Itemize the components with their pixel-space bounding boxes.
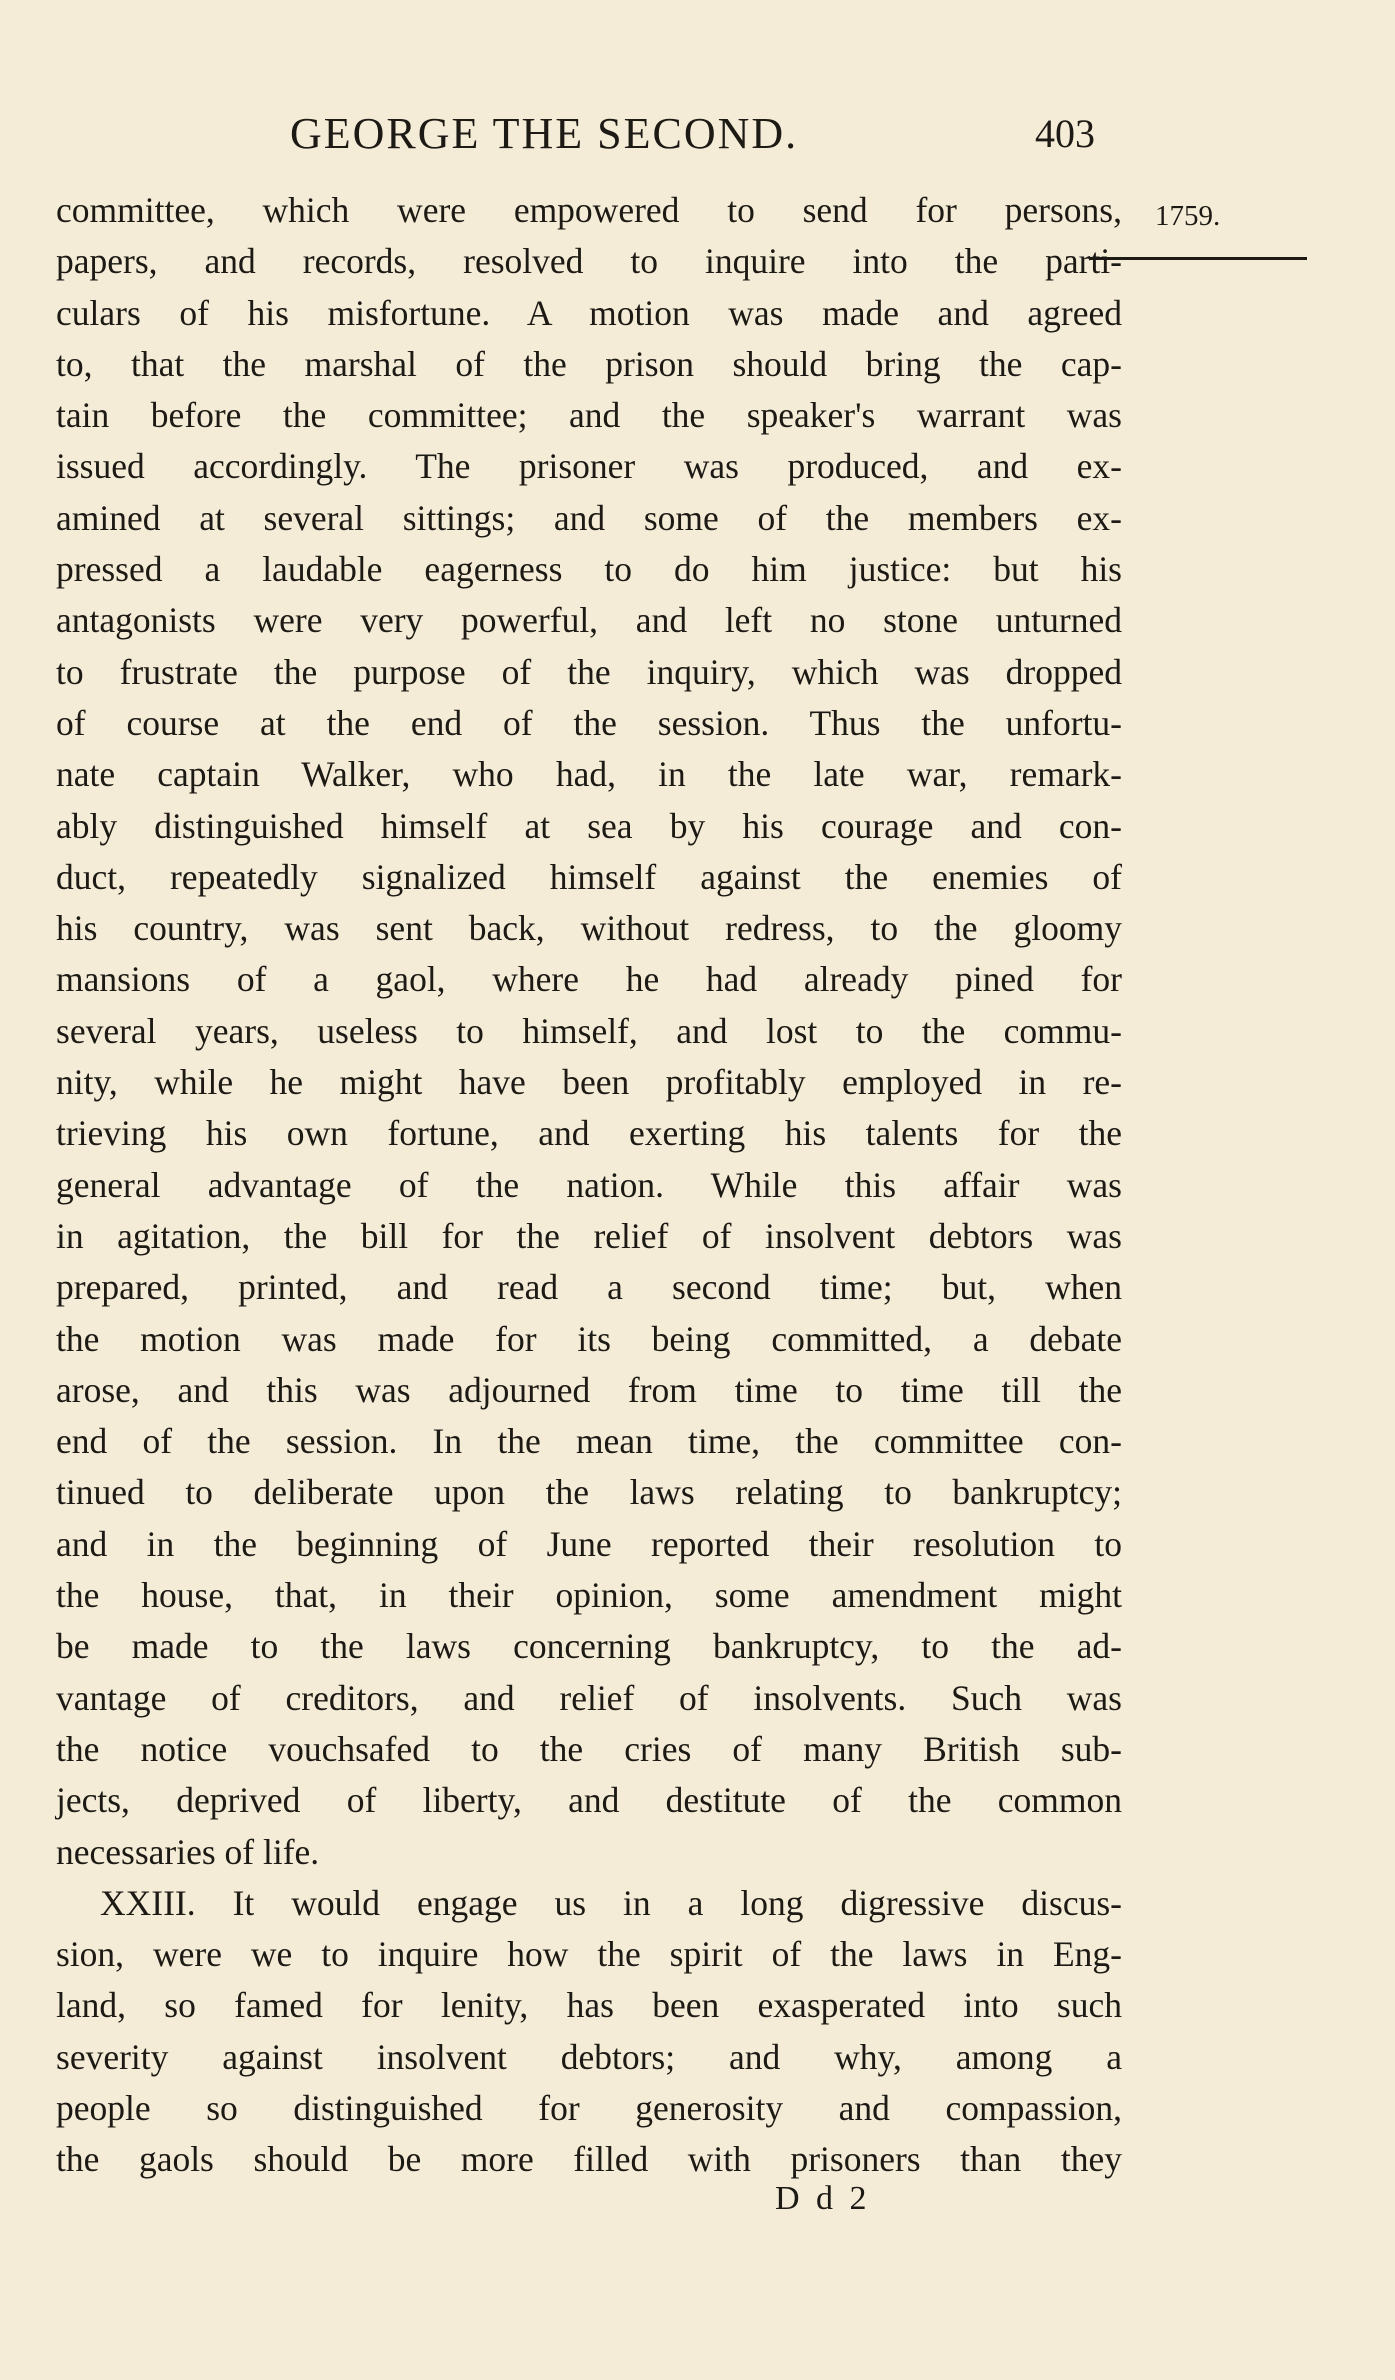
text-line: and in the beginning of June reported their resolution to	[56, 1523, 1122, 1564]
text-line: tain before the committee; and the speaker's warrant was	[56, 395, 1122, 436]
body-text	[56, 185, 1122, 2186]
text-line: general advantage of the nation. While this affair was	[56, 1164, 1122, 1205]
text-line: arose, and this was adjourned from time to time till the	[56, 1369, 1122, 1410]
text-line: severity against insolvent debtors; and why, among a	[56, 2036, 1122, 2077]
text-line: the house, that, in their opinion, some amendment might	[56, 1575, 1122, 1616]
text-line: papers, and records, resolved to inquire into the parti-	[56, 241, 1122, 282]
text-line: sion, were we to inquire how the spirit of the laws in Eng-	[56, 1934, 1122, 1975]
text-line: several years, useless to himself, and lost to the commu-	[56, 1010, 1122, 1051]
text-line: amined at several sittings; and some of the members ex-	[56, 497, 1122, 538]
text-line: the motion was made for its being committed, a debate	[56, 1318, 1122, 1359]
text-line: land, so famed for lenity, has been exasperated into such	[56, 1985, 1122, 2026]
paragraph-end-line: necessaries of life.	[56, 1831, 320, 1872]
text-line: be made to the laws concerning bankruptcy, to the ad-	[56, 1626, 1122, 1667]
text-line: jects, deprived of liberty, and destitute of the common	[56, 1780, 1122, 1821]
text-line: issued accordingly. The prisoner was produced, and ex-	[56, 446, 1122, 487]
text-line: in agitation, the bill for the relief of insolvent debtors was	[56, 1215, 1122, 1256]
text-line: the gaols should be more filled with prisoners than they	[56, 2139, 1122, 2180]
text-line: people so distinguished for generosity and compassion,	[56, 2087, 1122, 2128]
text-line: duct, repeatedly signalized himself against the enemies of	[56, 856, 1122, 897]
text-line: to frustrate the purpose of the inquiry, which was dropped	[56, 651, 1122, 692]
text-line: nity, while he might have been profitably employed in re-	[56, 1062, 1122, 1103]
text-line: the notice vouchsafed to the cries of many British sub-	[56, 1728, 1122, 1769]
text-line: vantage of creditors, and relief of insolvents. Such was	[56, 1677, 1122, 1718]
text-line: end of the session. In the mean time, the committee con-	[56, 1421, 1122, 1462]
text-line: ably distinguished himself at sea by his courage and con-	[56, 805, 1122, 846]
text-line: prepared, printed, and read a second time; but, when	[56, 1267, 1122, 1308]
text-line: of course at the end of the session. Thus the unfortu-	[56, 702, 1122, 743]
text-line: nate captain Walker, who had, in the late war, remark-	[56, 754, 1122, 795]
text-line: committee, which were empowered to send for persons,	[56, 190, 1122, 230]
section-start-line: XXIII. It would engage us in a long digressive discus-	[100, 1882, 1122, 1923]
text-line: antagonists were very powerful, and left no stone unturned	[56, 600, 1122, 641]
text-line: pressed a laudable eagerness to do him justice: but his	[56, 549, 1122, 590]
text-line: culars of his misfortune. A motion was made and agreed	[56, 292, 1122, 333]
running-head-title: GEORGE THE SECOND.	[290, 109, 799, 158]
text-line: his country, was sent back, without redress, to the gloomy	[56, 908, 1122, 949]
text-line: trieving his own fortune, and exerting his talents for the	[56, 1113, 1122, 1154]
text-line: mansions of a gaol, where he had already pined for	[56, 959, 1122, 1000]
signature-mark: D d 2	[775, 2180, 871, 2217]
text-line: tinued to deliberate upon the laws relating to bankruptcy;	[56, 1472, 1122, 1513]
page-number: 403	[1035, 111, 1095, 156]
margin-rule	[1090, 257, 1307, 260]
text-line: to, that the marshal of the prison should bring the cap-	[56, 343, 1122, 384]
margin-year-note: 1759.	[1155, 200, 1221, 232]
